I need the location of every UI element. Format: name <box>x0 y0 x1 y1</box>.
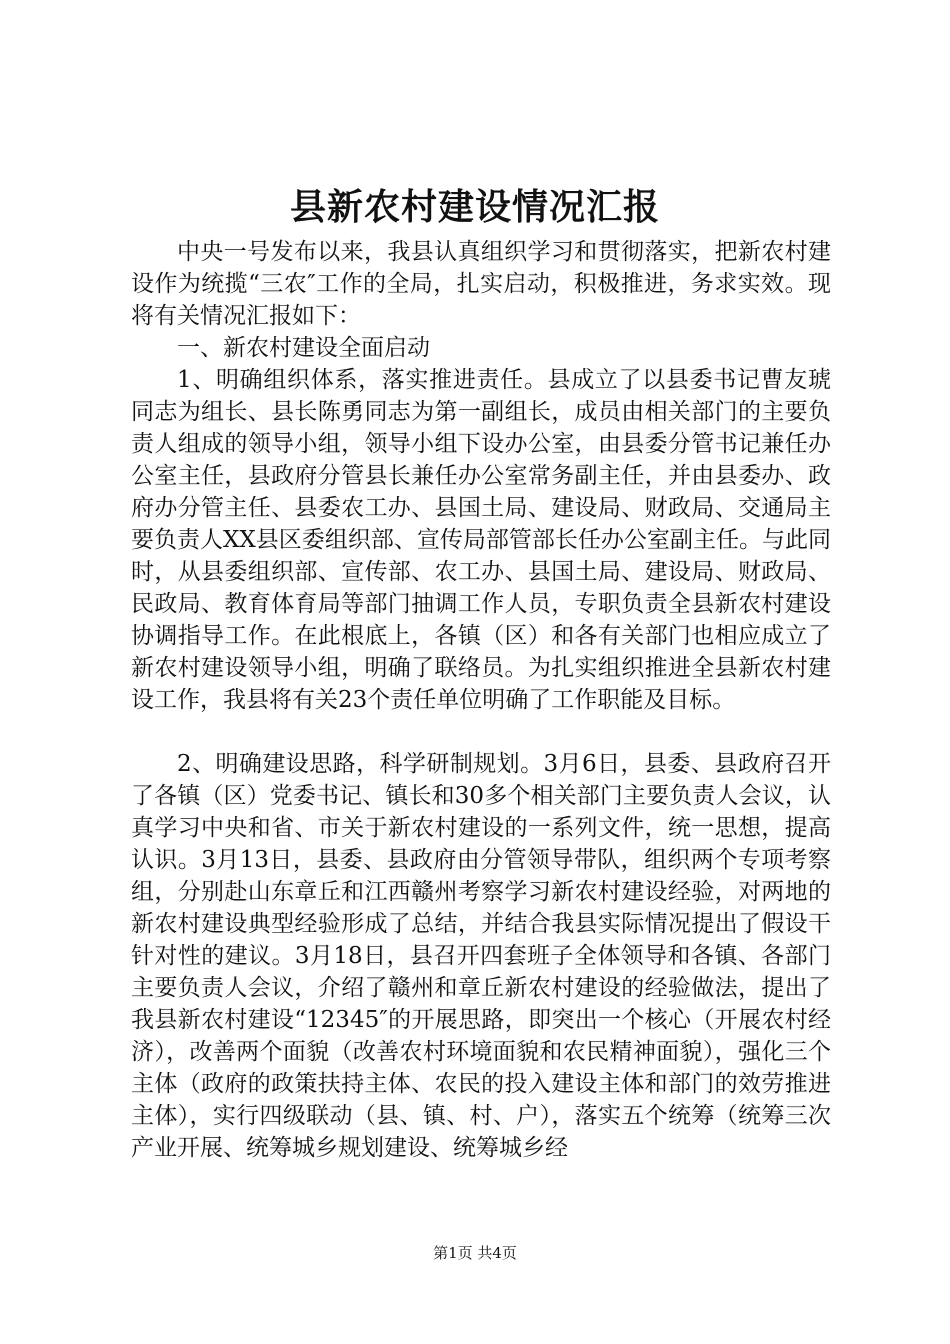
document-body <box>131 236 831 1164</box>
page-footer: 第1页 共4页 <box>433 1244 517 1262</box>
item-1-paragraph: 1、明确组织体系，落实推进责任。县成立了以县委书记曹友琥同志为组长、县长陈勇同志为第一副组长，成员由相关部门的主要负责人组成的领导小组，领导小组下设办公室，由县委分管书记兼任办公室主任，县政府分管县长兼任办公室常务副主任，并由县委办、政府办分管主任、县委农工办、县国土局、建设局、财政局、交通局主要负责人XX县区委组织部、宣传局部管部长任办公室副主任。与此同时，从县委组织部、宣传部、农工办、县国土局、建设局、财政局、民政局、教育体育局等部门抽调工作人员，专职负责全县新农村建设协调指导工作。在此根底上，各镇（区）和各有关部门也相应成立了新农村建设领导小组，明确了联络员。为扎实组织推进全县新农村建设工作，我县将有关23个责任单位明确了工作职能及目标。 <box>131 367 831 713</box>
intro-paragraph: 中央一号发布以来，我县认真组织学习和贯彻落实，把新农村建设作为统揽“三农″工作的全局，扎实启动，积极推进，务求实效。现将有关情况汇报如下： <box>131 239 831 329</box>
section-heading: 一、新农村建设全面启动 <box>177 335 430 361</box>
paragraph-spacer <box>131 716 831 748</box>
document-title: 县新农村建设情况汇报 <box>289 186 660 228</box>
item-2-paragraph: 2、明确建设思路，科学研制规划。3月6日，县委、县政府召开了各镇（区）党委书记、镇长和30多个相关部门主要负责人会议，认真学习中央和省、市关于新农村建设的一系列文件，统一思想，提高认识。3月13日，县委、县政府由分管领导带队，组织两个专项考察组，分别赴山东章丘和江西赣州考察学习新农村建设经验，对两地的新农村建设典型经验形成了总结，并结合我县实际情况提出了假设干针对性的建议。3月18日，县召开四套班子全体领导和各镇、各部门主要负责人会议，介绍了赣州和章丘新农村建设的经验做法，提出了我县新农村建设“12345″的开展思路，即突出一个核心（开展农村经济），改善两个面貌（改善农村环境面貌和农民精神面貌），强化三个主体（政府的政策扶持主体、农民的投入建设主体和部门的效劳推进主体），实行四级联动（县、镇、村、户），落实五个统筹（统筹三次产业开展、统筹城乡规划建设、统筹城乡经 <box>131 751 831 1161</box>
